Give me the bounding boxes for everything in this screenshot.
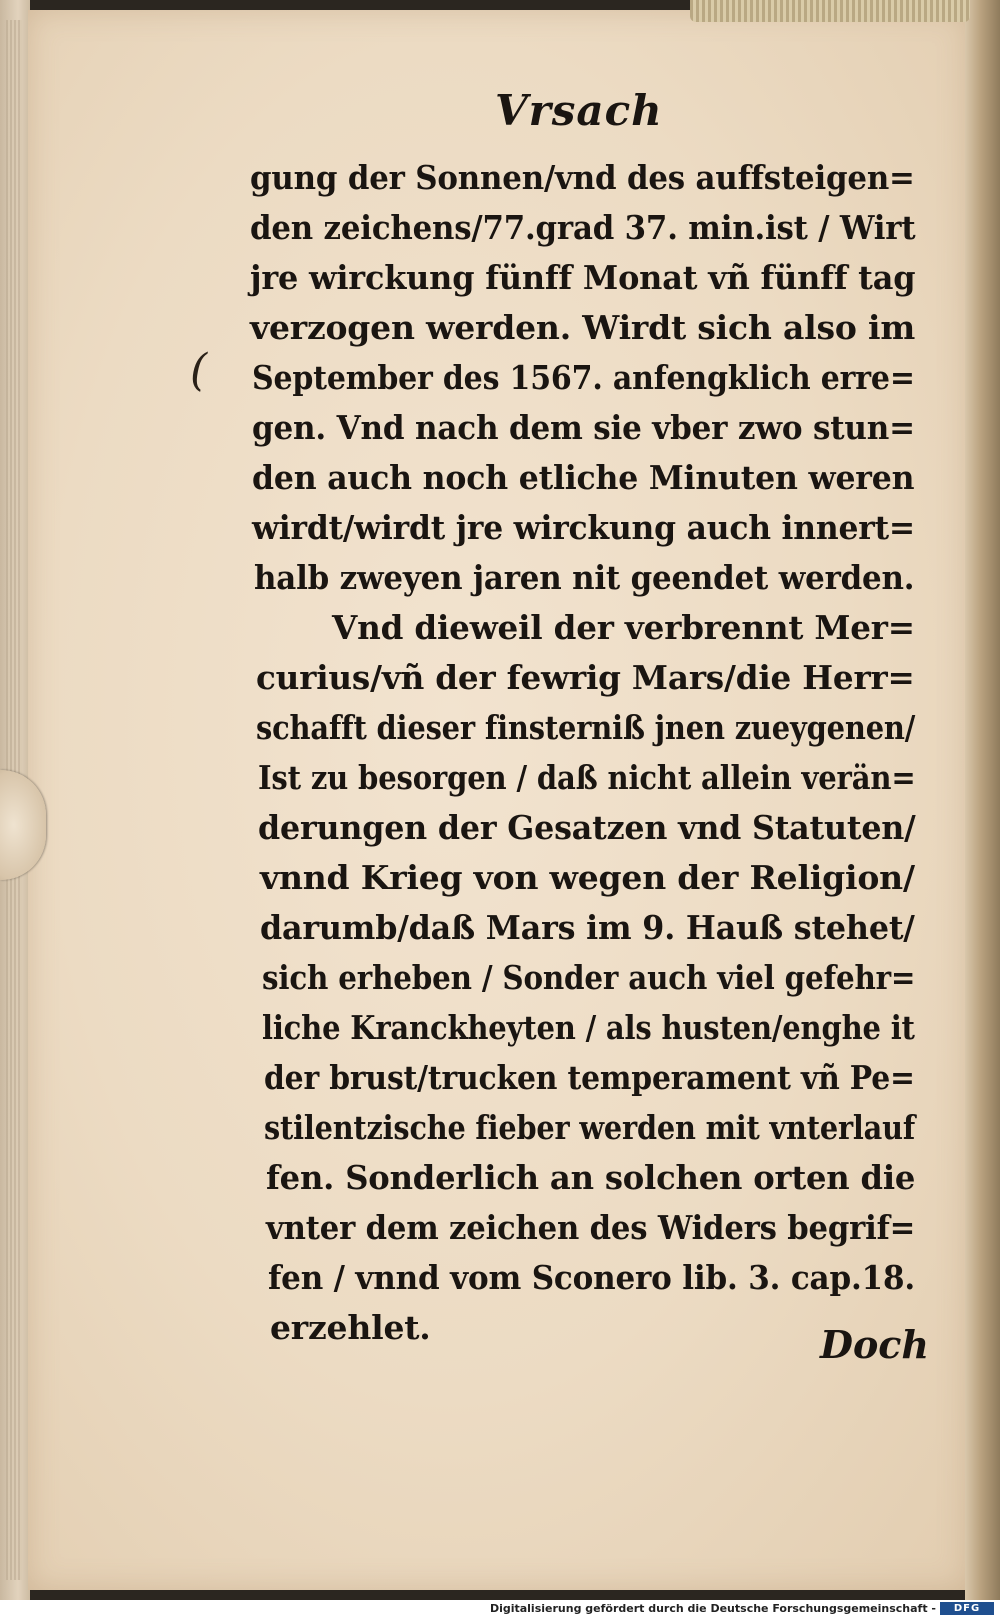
text-line: Ist zu besorgen / daß nicht allein verän=: [258, 758, 916, 797]
text-line: jre wirckung fünff Monat vñ fünff tag: [250, 258, 916, 297]
text-line: fen / vnnd vom Sconero lib. 3. cap.18.: [268, 1258, 915, 1297]
digitization-note: Digitalisierung gefördert durch die Deutsche Forschungsgemeinschaft -: [489, 1602, 936, 1615]
running-head: Vrsach: [495, 86, 663, 135]
text-line: stilentzische fieber werden mit vnterlauf: [264, 1108, 916, 1147]
text-line: derungen der Gesatzen vnd Statuten/: [258, 808, 916, 847]
text-line: vnnd Krieg von wegen der Religion/: [260, 858, 915, 897]
text-line: verzogen werden. Wirdt sich also im: [250, 308, 916, 347]
text-line: Vnd dieweil der verbrennt Mer=: [332, 608, 915, 647]
margin-mark: (: [190, 345, 208, 396]
text-line: gung der Sonnen/vnd des auffsteigen=: [250, 158, 915, 197]
text-line: curius/vñ der fewrig Mars/die Herr=: [256, 658, 915, 697]
text-line: liche Kranckheyten / als husten/enghe it: [262, 1008, 915, 1047]
text-line: wirdt/wirdt jre wirckung auch innert=: [252, 508, 915, 547]
text-line: den auch noch etliche Minuten weren: [252, 458, 915, 497]
text-line: halb zweyen jaren nit geendet werden.: [254, 558, 915, 597]
text-line: vnter dem zeichen des Widers begrif=: [266, 1208, 916, 1247]
text-line: der brust/trucken temperament vñ Pe=: [264, 1058, 915, 1097]
text-line: den zeichens/77.grad 37. min.ist / Wirt: [250, 208, 916, 247]
text-line: gen. Vnd nach dem sie vber zwo stun=: [252, 408, 915, 447]
binding-fabric: [690, 0, 970, 22]
facing-page-edge: [965, 0, 1000, 1600]
catchword: Doch: [820, 1322, 930, 1367]
text-line: erzehlet.: [270, 1308, 431, 1347]
text-line: sich erheben / Sonder auch viel gefehr=: [262, 958, 916, 997]
text-line: September des 1567. anfengklich erre=: [252, 358, 915, 397]
text-line: darumb/daß Mars im 9. Hauß stehet/: [260, 908, 915, 947]
text-line: schafft dieser finsterniß jnen zueygenen/: [256, 708, 916, 747]
footer-bar: [0, 1600, 1000, 1618]
dfg-logo: DFG: [940, 1602, 994, 1615]
text-line: fen. Sonderlich an solchen orten die: [266, 1158, 916, 1197]
